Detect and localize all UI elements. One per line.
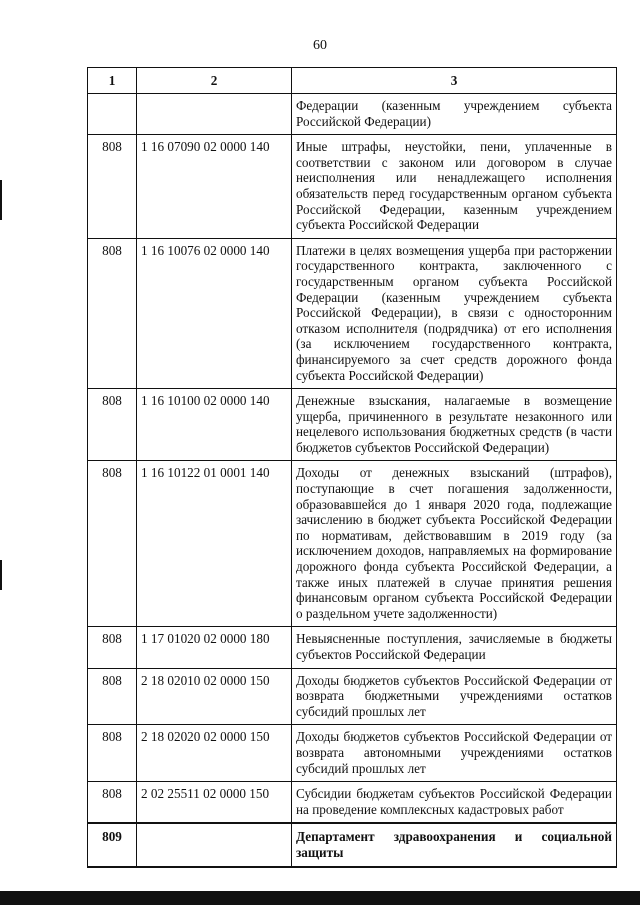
description-cell: Субсидии бюджетам субъектов Российской Федерации на проведение комплексных кадастровых работ xyxy=(292,782,617,824)
table-row xyxy=(88,668,617,725)
description-cell: Доходы бюджетов субъектов Российской Федерации от возврата бюджетными учреждениями остатков субсидий прошлых лет xyxy=(292,668,617,725)
scan-edge-mark xyxy=(0,180,2,220)
column-header-2: 2 xyxy=(137,68,292,94)
table-row xyxy=(88,94,617,135)
description-cell: Доходы от денежных взысканий (штрафов), поступающие в счет погашения задолженности, образовавшейся до 1 января 2020 года, подлежащие зачислению в бюджет субъекта Российской Федерации по нормативам, действовавшим в 2019 году (за исключением доходов, направляемых на формирование дорожного фонда субъекта Российской Федерации, а также иных платежей в случае принятия решения финансовым органом субъекта Российской Федерации о раздельном учете задолженности) xyxy=(292,461,617,627)
table-row xyxy=(88,461,617,627)
scan-bottom-edge xyxy=(0,891,640,905)
admin-code-cell: 808 xyxy=(88,668,137,725)
column-header-1: 1 xyxy=(88,68,137,94)
budget-code-cell xyxy=(137,94,292,135)
admin-code-cell: 808 xyxy=(88,238,137,388)
budget-code-cell: 1 17 01020 02 0000 180 xyxy=(137,627,292,668)
budget-code-cell: 1 16 10122 01 0001 140 xyxy=(137,461,292,627)
table-row xyxy=(88,782,617,824)
admin-code-cell: 808 xyxy=(88,135,137,239)
budget-code-cell: 1 16 10076 02 0000 140 xyxy=(137,238,292,388)
table-row xyxy=(88,389,617,461)
admin-code-cell: 808 xyxy=(88,725,137,782)
column-header-3: 3 xyxy=(292,68,617,94)
budget-code-cell: 2 18 02020 02 0000 150 xyxy=(137,725,292,782)
table-header-row xyxy=(88,68,617,94)
budget-code-cell: 1 16 10100 02 0000 140 xyxy=(137,389,292,461)
section-admin-code: 809 xyxy=(88,823,137,866)
admin-code-cell: 808 xyxy=(88,389,137,461)
description-cell: Доходы бюджетов субъектов Российской Федерации от возврата автономными учреждениями остатков субсидий прошлых лет xyxy=(292,725,617,782)
description-cell: Федерации (казенным учреждением субъекта Российской Федерации) xyxy=(292,94,617,135)
table-row xyxy=(88,725,617,782)
admin-code-cell: 808 xyxy=(88,461,137,627)
description-cell: Невыясненные поступления, зачисляемые в бюджеты субъектов Российской Федерации xyxy=(292,627,617,668)
admin-code-cell: 808 xyxy=(88,627,137,668)
revenue-codes-table xyxy=(87,67,617,868)
budget-code-cell: 2 02 25511 02 0000 150 xyxy=(137,782,292,824)
table-row xyxy=(88,627,617,668)
table-row xyxy=(88,238,617,388)
admin-code-cell xyxy=(88,94,137,135)
description-cell: Иные штрафы, неустойки, пени, уплаченные в соответствии с законом или договором в случае неисполнения или ненадлежащего исполнения обязательств перед государственным органом субъекта Российской Федерации, казенным учреждением субъекта Российской Федерации xyxy=(292,135,617,239)
budget-code-cell: 1 16 07090 02 0000 140 xyxy=(137,135,292,239)
section-header-row xyxy=(88,823,617,866)
budget-code-cell: 2 18 02010 02 0000 150 xyxy=(137,668,292,725)
scan-edge-mark xyxy=(0,560,2,590)
page-number: 60 xyxy=(313,38,327,53)
section-title: Департамент здравоохранения и социальной защиты xyxy=(292,823,617,866)
section-budget-code xyxy=(137,823,292,866)
description-cell: Платежи в целях возмещения ущерба при расторжении государственного контракта, заключенного с государственным органом субъекта Российской Федерации (казенным учреждением субъекта Российской Федерации), в связи с односторонним отказом исполнителя (подрядчика) от его исполнения (за исключением государственного контракта, финансируемого за счет средств дорожного фонда субъекта Российской Федерации) xyxy=(292,238,617,388)
description-cell: Денежные взыскания, налагаемые в возмещение ущерба, причиненного в результате незаконного или нецелевого использования бюджетных средств (в части бюджетов субъектов Российской Федерации) xyxy=(292,389,617,461)
admin-code-cell: 808 xyxy=(88,782,137,824)
table-row xyxy=(88,135,617,239)
